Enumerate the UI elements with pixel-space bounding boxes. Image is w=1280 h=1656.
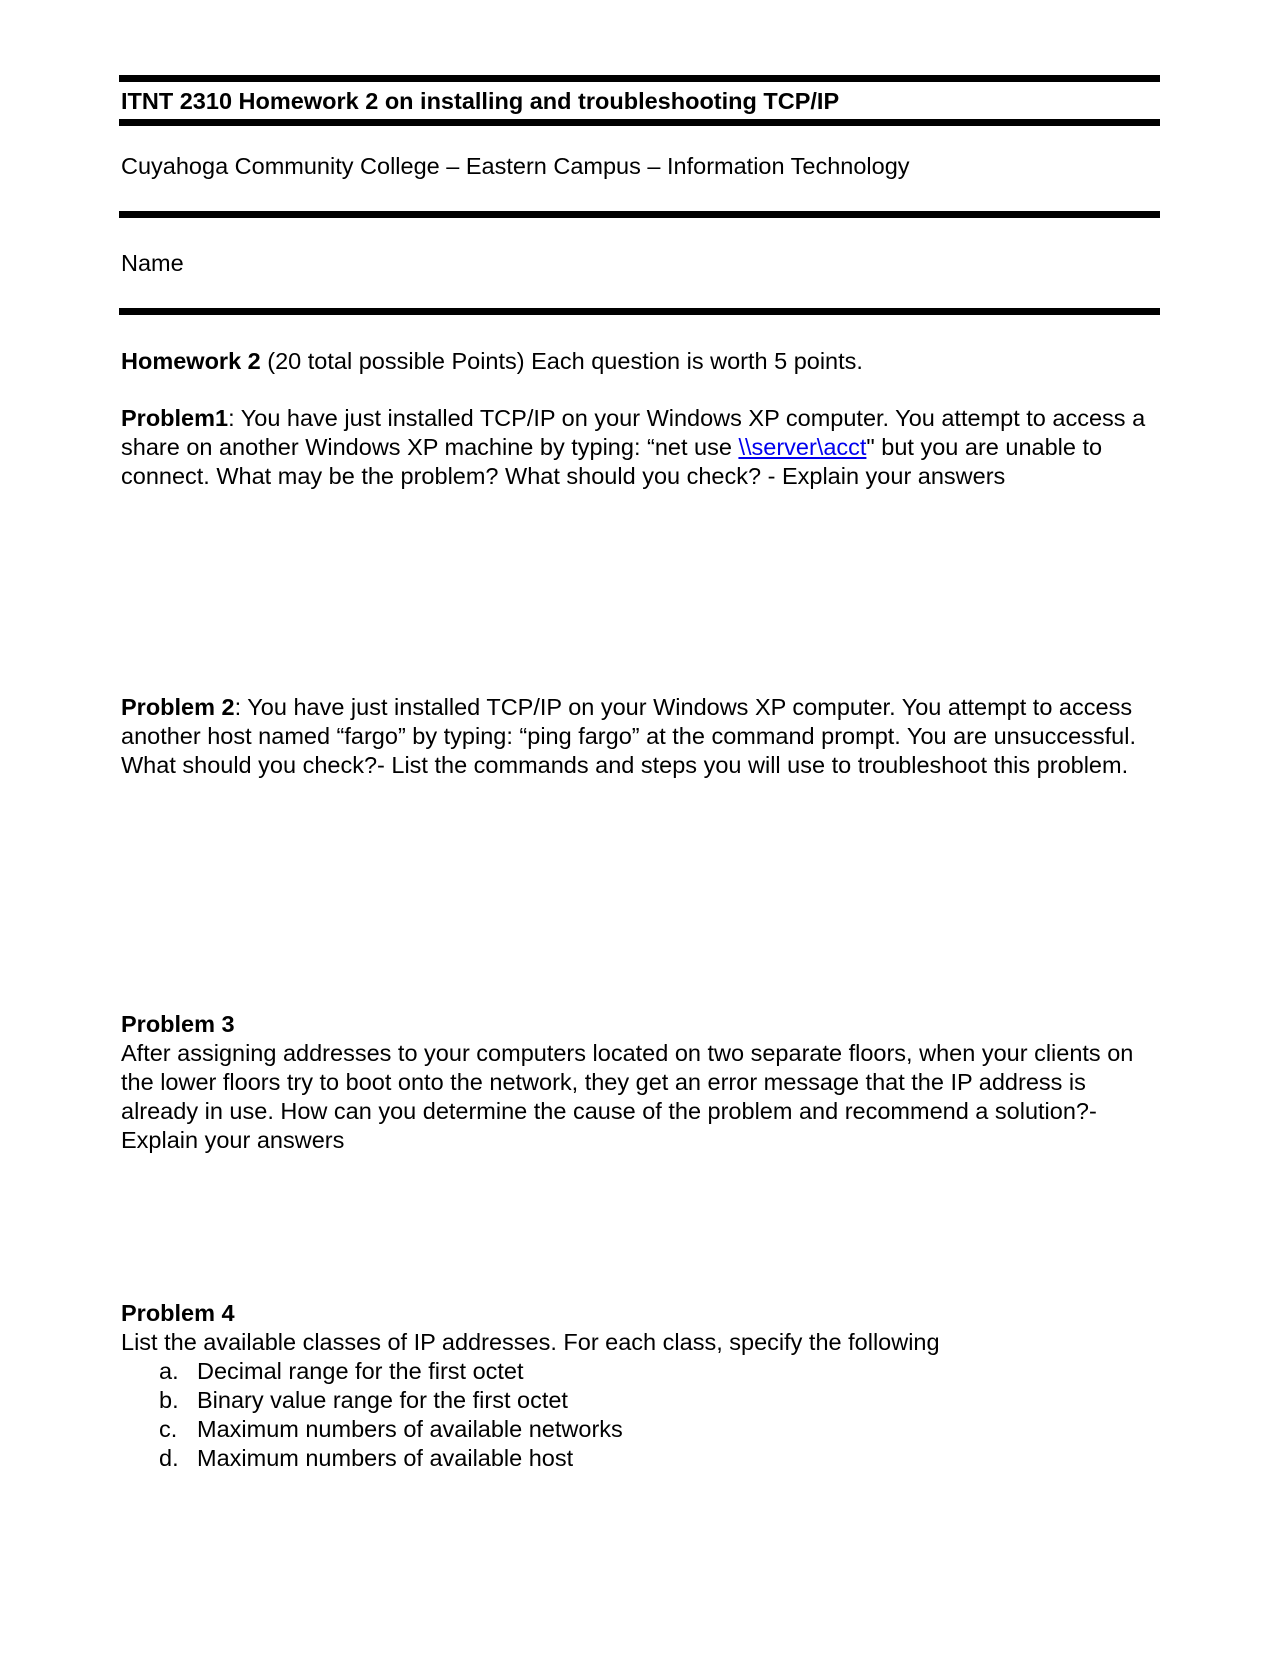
list-marker: d. xyxy=(159,1445,179,1471)
homework-points-text: (20 total possible Points) Each question is worth 5 points. xyxy=(260,348,863,374)
list-item-text: Maximum numbers of available networks xyxy=(197,1416,623,1442)
subtitle-bottom-rule xyxy=(119,211,1160,218)
name-bottom-rule xyxy=(119,308,1160,315)
list-marker: b. xyxy=(159,1387,179,1413)
problem-3-label: Problem 3 xyxy=(121,1011,235,1037)
problem-1-label: Problem1 xyxy=(121,405,229,431)
list-marker: a. xyxy=(159,1358,179,1384)
problem-2 xyxy=(121,693,1161,780)
title-bottom-rule xyxy=(119,119,1160,126)
homework-label: Homework 2 xyxy=(121,348,261,374)
list-item-text: Binary value range for the first octet xyxy=(197,1387,568,1413)
problem-1-text-before-link: : You have just installed TCP/IP on your Windows XP computer. You attempt to access a share on another Windows XP machine by typing: “net use xyxy=(121,405,1146,460)
list-item xyxy=(159,1415,1059,1444)
list-item xyxy=(159,1444,1059,1473)
problem-1 xyxy=(121,404,1161,491)
problem-4-label: Problem 4 xyxy=(121,1300,235,1326)
problem-4-text: List the available classes of IP addresses. For each class, specify the following xyxy=(121,1329,940,1355)
problem-2-text: : You have just installed TCP/IP on your Windows XP computer. You attempt to access another host named “fargo” by typing: “ping fargo” at the command prompt. You are unsuccessful. What should you check?- List the commands and steps you will use to troubleshoot this problem. xyxy=(121,694,1136,778)
server-share-link[interactable]: \\server\acct xyxy=(738,434,867,460)
problem-2-label: Problem 2 xyxy=(121,694,235,720)
list-item xyxy=(159,1357,1059,1386)
list-item-text: Maximum numbers of available host xyxy=(197,1445,574,1471)
document-title: ITNT 2310 Homework 2 on installing and troubleshooting TCP/IP xyxy=(121,88,840,114)
list-marker: c. xyxy=(159,1416,178,1442)
document-subtitle: Cuyahoga Community College – Eastern Campus – Information Technology xyxy=(121,153,910,179)
list-item-text: Decimal range for the first octet xyxy=(197,1358,524,1384)
problem-4-list xyxy=(159,1357,1059,1473)
list-item xyxy=(159,1386,1059,1415)
problem-3-text: After assigning addresses to your computers located on two separate floors, when your clients on the lower floors try to boot onto the network, they get an error message that the IP address is already in use. How can you determine the cause of the problem and recommend a solution?- Explain your answers xyxy=(121,1040,1134,1153)
name-label: Name xyxy=(121,250,184,276)
top-rule xyxy=(119,75,1160,82)
homework-intro xyxy=(121,347,1161,376)
problem-1-text-after-link: " but you are unable to connect. What may be the problem? What should you check? - Explain your answers xyxy=(121,434,1103,489)
